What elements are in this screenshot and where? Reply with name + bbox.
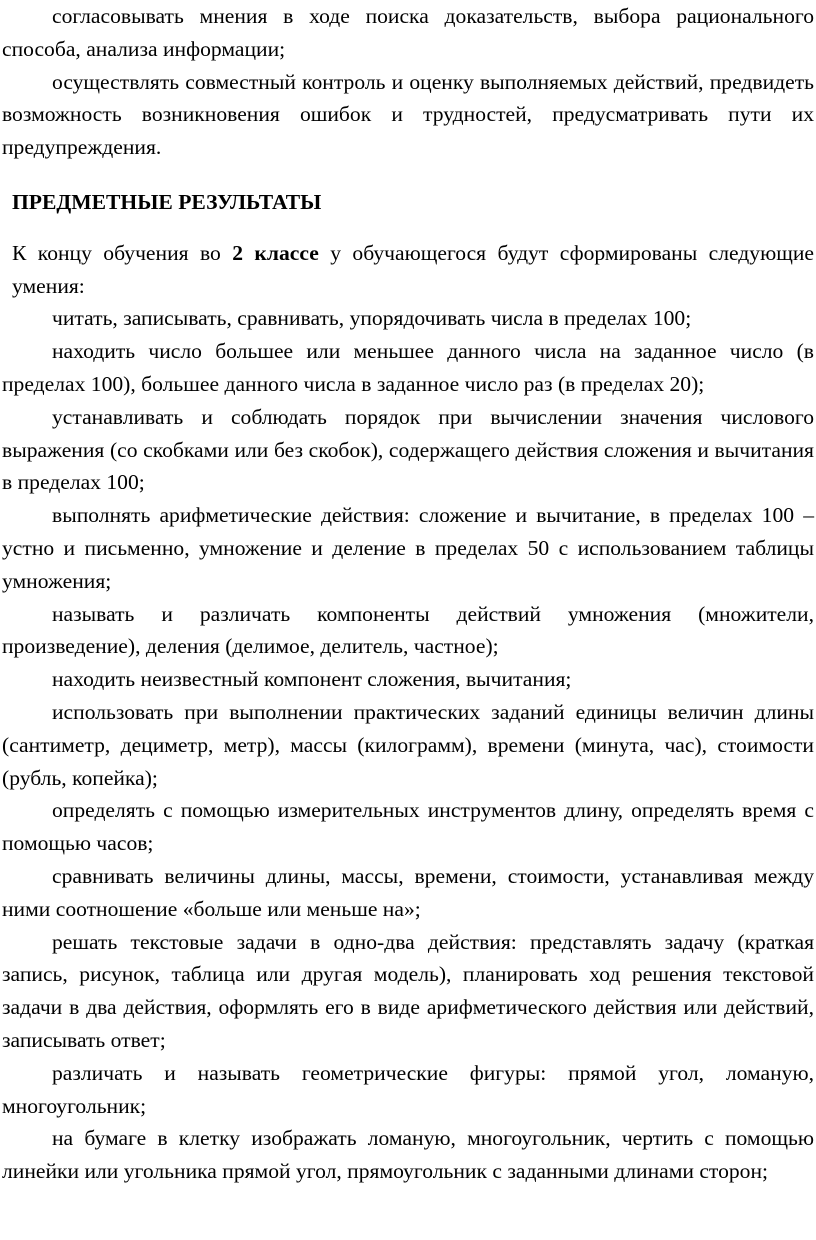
lead-text-after: у обучающегося будут сформированы следующие умения: — [12, 240, 814, 298]
paragraph-intro-2: осуществлять совместный контроль и оценку выполняемых действий, предвидеть возможность возникновения ошибок и трудностей, предусматривать пути их предупреждения. — [2, 69, 814, 160]
skill-item: называть и различать компоненты действий умножения (множители, произведение), деления (делимое, делитель, частное); — [2, 601, 814, 659]
skill-item: определять с помощью измерительных инструментов длину, определять время с помощью часов; — [2, 798, 814, 856]
skill-item: решать текстовые задачи в одно-два действия: представлять задачу (краткая запись, рисунок, таблица или другая модель), планировать ход решения текстовой задачи в два действия, оформлять его в виде арифметического действия или действий, записывать ответ; — [2, 929, 814, 1052]
section-heading: ПРЕДМЕТНЫЕ РЕЗУЛЬТАТЫ — [12, 189, 322, 214]
skill-item: различать и называть геометрические фигуры: прямой угол, ломаную, многоугольник; — [2, 1060, 814, 1118]
skill-item: выполнять арифметические действия: сложение и вычитание, в пределах 100 – устно и письменно, умножение и деление в пределах 50 с использованием таблицы умножения; — [2, 503, 814, 593]
paragraph-intro-1: согласовывать мнения в ходе поиска доказательств, выбора рационального способа, анализа информации; — [2, 4, 814, 61]
skill-item: находить число большее или меньшее данного числа на заданное число (в пределах 100), большее данного числа в заданное число раз (в пределах 20); — [2, 339, 814, 396]
skill-item: на бумаге в клетку изображать ломаную, многоугольник, чертить с помощью линейки или угольника прямой угол, прямоугольник с заданными длинами сторон; — [2, 1126, 814, 1184]
lead-paragraph — [12, 237, 814, 303]
skill-item: находить неизвестный компонент сложения, вычитания; — [52, 667, 572, 692]
skill-item: читать, записывать, сравнивать, упорядочивать числа в пределах 100; — [52, 306, 692, 331]
lead-grade-bold: 2 классе — [232, 240, 319, 265]
lead-text-before: К концу обучения во — [12, 240, 233, 265]
skill-item: устанавливать и соблюдать порядок при вычислении значения числового выражения (со скобками или без скобок), содержащего действия сложения и вычитания в пределах 100; — [2, 404, 814, 495]
skill-item: использовать при выполнении практических заданий единицы величин длины (сантиметр, дециметр, метр), массы (килограмм), времени (минута, час), стоимости (рубль, копейка); — [2, 699, 814, 790]
skill-item: сравнивать величины длины, массы, времени, стоимости, устанавливая между ними соотношение «больше или меньше на»; — [2, 863, 814, 921]
